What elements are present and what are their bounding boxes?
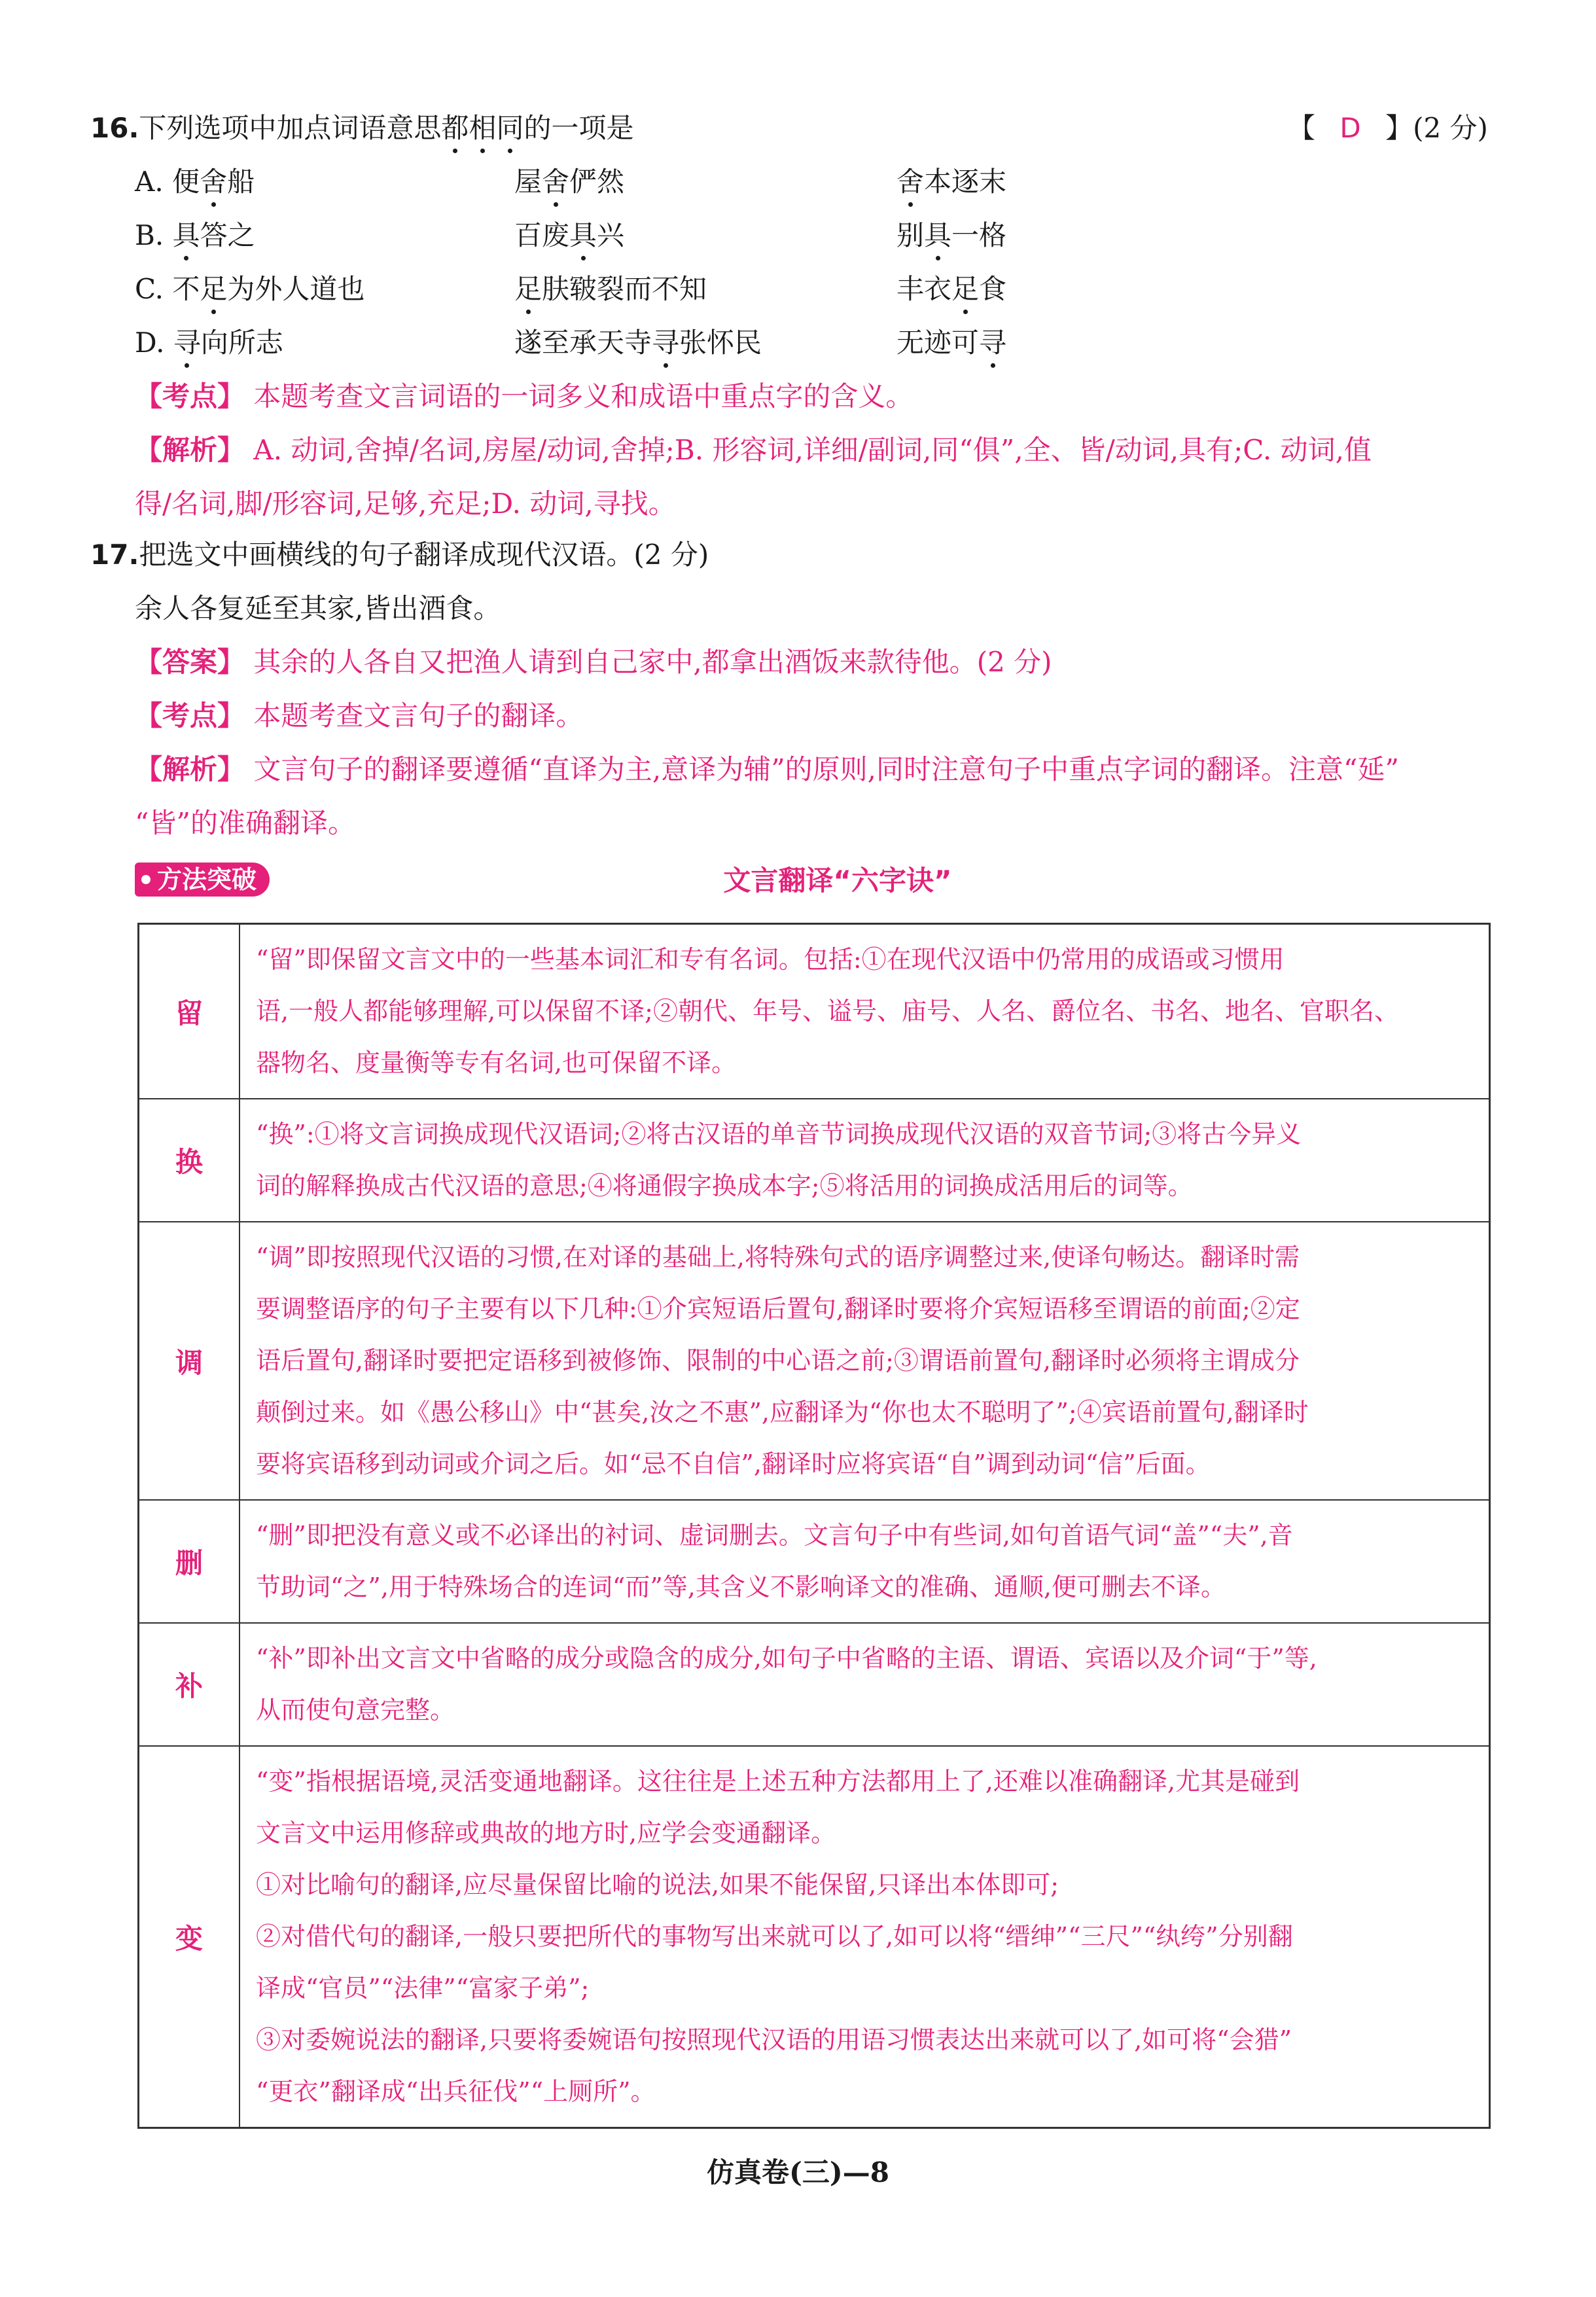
- dotted-char: 寻: [173, 323, 201, 363]
- method-key: 删: [139, 1500, 240, 1623]
- option-d-col2: [514, 323, 762, 363]
- q16-score: (2 分): [1413, 112, 1488, 144]
- q17-sentence: [135, 589, 501, 628]
- option-c-col3: [896, 270, 1006, 309]
- method-table-title: 文言翻译“六字诀”: [723, 864, 952, 897]
- q17-daan: [135, 643, 1052, 682]
- method-key: 变: [139, 1746, 240, 2128]
- method-description: [239, 1746, 1490, 2128]
- daan-text: 其余的人各自又把渔人请到自己家中,都拿出酒饭来款待他。(2 分): [253, 646, 1052, 678]
- dotted-char: 相: [469, 109, 496, 148]
- option-text: 一格: [951, 219, 1007, 251]
- option-d-col1: [135, 323, 283, 363]
- dotted-char: 寻: [979, 323, 1006, 363]
- q17-stem-text: 把选文中画横线的句子翻译成现代汉语。(2 分): [139, 539, 709, 571]
- dotted-char: 舍: [542, 162, 569, 202]
- jiexi-tag: 【解析】: [135, 434, 245, 466]
- q17-jiexi-line1: [135, 750, 1399, 789]
- q16-kaodian: [135, 377, 913, 416]
- bracket-close: 】: [1385, 112, 1413, 144]
- dotted-char: 足: [200, 270, 227, 309]
- option-text: 本逐末: [924, 166, 1007, 198]
- q17-jiexi-line2: [135, 804, 355, 843]
- daan-tag: 【答案】: [135, 646, 245, 678]
- option-c-col1: [135, 270, 364, 309]
- q17-number: 17.: [90, 539, 139, 571]
- method-line: 要将宾语移到动词或介词之后。如“忌不自信”,翻译时应将宾语“自”调到动词“信”后面。: [256, 1450, 1211, 1478]
- option-b-col2: [514, 216, 624, 255]
- method-line: “调”即按照现代汉语的习惯,在对译的基础上,将特殊句式的语序调整过来,使译句畅达。翻译时需: [256, 1243, 1300, 1272]
- jiexi-tag: 【解析】: [135, 753, 245, 785]
- option-text: 肤皲裂而不知: [542, 273, 707, 305]
- kaodian-text: 本题考查文言词语的一词多义和成语中重点字的含义。: [253, 380, 913, 412]
- option-text: 船: [227, 166, 255, 198]
- dotted-char: 同: [496, 109, 523, 148]
- option-text: 兴: [597, 219, 625, 251]
- q16-stem-before: 下列选项中加点词语意思: [139, 112, 442, 144]
- method-key: 换: [139, 1099, 240, 1222]
- option-text: 遂至承天寺: [514, 327, 652, 359]
- option-text: 无迹可: [896, 327, 980, 359]
- method-line: “补”即补出文言文中省略的成分或隐含的成分,如句子中省略的主语、谓语、宾语以及介词“于”等,: [256, 1644, 1317, 1673]
- option-a-col1: [135, 162, 255, 202]
- q16-stem-after: 的一项是: [523, 112, 634, 144]
- method-line: 语,一般人都能够理解,可以保留不译;②朝代、年号、谥号、庙号、人名、爵位名、书名、地名、官职名、: [256, 997, 1399, 1025]
- method-line: “换”:①将文言词换成现代汉语词;②将古汉语的单音节词换成现代汉语的双音节词;③将古今异义: [256, 1120, 1302, 1148]
- q16-number: 16.: [90, 112, 139, 144]
- option-label: A.: [135, 166, 164, 198]
- jiexi-text: 得/名词,脚/形容词,足够,充足;D. 动词,寻找。: [135, 488, 676, 520]
- option-text: 答之: [200, 219, 255, 251]
- method-line: “留”即保留文言文中的一些基本词汇和专有名词。包括:①在现代汉语中仍常用的成语或习惯用: [256, 945, 1285, 974]
- method-line: 颠倒过来。如《愚公移山》中“甚矣,汝之不惠”,应翻译为“你也太不聪明了”;④宾语前置句,翻译时: [256, 1398, 1309, 1427]
- method-line: “变”指根据语境,灵活变通地翻译。这往往是上述五种方法都用上了,还难以准确翻译,尤其是碰到: [256, 1767, 1300, 1796]
- method-row: [139, 1099, 1490, 1222]
- method-line: ③对委婉说法的翻译,只要将委婉语句按照现代汉语的用语习惯表达出来就可以了,如可将“会猎”: [256, 2025, 1292, 2054]
- method-line: “更衣”翻译成“出兵征伐”“上厕所”。: [256, 2077, 656, 2106]
- option-text: 食: [979, 273, 1007, 305]
- option-a-col3: [896, 162, 1006, 202]
- dotted-char: 舍: [896, 162, 924, 202]
- method-line: ①对比喻句的翻译,应尽量保留比喻的说法,如果不能保留,只译出本体即可;: [256, 1870, 1059, 1899]
- dotted-char: 足: [514, 270, 542, 309]
- option-text: 向所志: [200, 327, 283, 359]
- method-line: 从而使句意完整。: [256, 1696, 455, 1724]
- method-line: 器物名、度量衡等专有名词,也可保留不译。: [256, 1048, 737, 1077]
- dotted-char: 具: [924, 216, 951, 255]
- dotted-char: 寻: [652, 323, 679, 363]
- q16-stem: [90, 109, 633, 148]
- jiexi-text: 文言句子的翻译要遵循“直译为主,意译为辅”的原则,同时注意句子中重点字词的翻译。注意“延”: [253, 753, 1399, 785]
- dotted-char: 舍: [200, 162, 227, 202]
- option-label: B.: [135, 219, 164, 251]
- option-d-col3: [896, 323, 1006, 363]
- option-label: D.: [135, 327, 165, 359]
- method-table: [137, 923, 1491, 2129]
- option-text: 丰衣: [896, 273, 952, 305]
- q17-sentence-text: 余人各复延至其家,皆出酒食。: [135, 592, 501, 624]
- method-row: [139, 924, 1490, 1099]
- q16-answer-box: [1288, 109, 1488, 148]
- method-row: [139, 1222, 1490, 1500]
- dotted-char: 具: [569, 216, 597, 255]
- method-row: [139, 1623, 1490, 1746]
- option-text: 便: [172, 166, 200, 198]
- option-a-col2: [514, 162, 624, 202]
- method-description: [239, 1623, 1490, 1746]
- method-line: 节助词“之”,用于特殊场合的连词“而”等,其含义不影响译文的准确、通顺,便可删去不译。: [256, 1573, 1226, 1601]
- dotted-char: 具: [173, 216, 200, 255]
- method-row: [139, 1746, 1490, 2128]
- dotted-char: 足: [951, 270, 979, 309]
- method-key: 留: [139, 924, 240, 1099]
- method-description: [239, 1500, 1490, 1623]
- method-line: “删”即把没有意义或不必译出的衬词、虚词删去。文言句子中有些词,如句首语气词“盖”“夫”,音: [256, 1521, 1293, 1550]
- method-key: 补: [139, 1623, 240, 1746]
- option-b-col1: [135, 216, 255, 255]
- jiexi-text: A. 动词,舍掉/名词,房屋/动词,舍掉;B. 形容词,详细/副词,同“俱”,全、皆/动词,具有;C. 动词,值: [253, 434, 1372, 466]
- method-row: [139, 1500, 1490, 1623]
- jiexi-text: “皆”的准确翻译。: [135, 807, 355, 839]
- option-text: 张怀民: [679, 327, 762, 359]
- q16-answer: D: [1339, 112, 1361, 144]
- option-text: 俨然: [569, 166, 625, 198]
- dotted-char: 都: [441, 109, 469, 148]
- q16-jiexi-line2: [135, 484, 676, 524]
- kaodian-tag: 【考点】: [135, 380, 245, 412]
- method-line: 译成“官员”“法律”“富家子弟”;: [256, 1974, 590, 2003]
- option-text: 别: [896, 219, 925, 251]
- option-c-col2: [514, 270, 707, 309]
- option-text: 为外人道也: [227, 273, 365, 305]
- option-text: 百废: [514, 219, 570, 251]
- method-description: [239, 1222, 1490, 1500]
- method-line: ②对借代句的翻译,一般只要把所代的事物写出来就可以了,如可以将“缙绅”“三尺”“纨绔”分别翻: [256, 1922, 1293, 1951]
- q17-stem: [90, 535, 709, 575]
- option-label: C.: [135, 273, 164, 305]
- method-line: 文言文中运用修辞或典故的地方时,应学会变通翻译。: [256, 1819, 836, 1847]
- option-text: 屋: [514, 166, 542, 198]
- bracket-open: 【: [1288, 112, 1316, 144]
- method-key: 调: [139, 1222, 240, 1500]
- method-line: 要调整语序的句子主要有以下几种:①介宾短语后置句,翻译时要将介宾短语移至谓语的前面;②定: [256, 1294, 1300, 1323]
- q16-jiexi-line1: [135, 431, 1372, 470]
- method-description: [239, 1099, 1490, 1222]
- option-b-col3: [896, 216, 1006, 255]
- method-badge: 方法突破: [135, 863, 270, 897]
- method-line: 词的解释换成古代汉语的意思;④将通假字换成本字;⑤将活用的词换成活用后的词等。: [256, 1171, 1193, 1200]
- kaodian-tag: 【考点】: [135, 700, 245, 732]
- method-description: [239, 924, 1490, 1099]
- page-footer: 仿真卷(三)—8: [707, 2156, 889, 2188]
- method-line: 语后置句,翻译时要把定语移到被修饰、限制的中心语之前;③谓语前置句,翻译时必须将主谓成分: [256, 1346, 1300, 1375]
- q17-kaodian: [135, 696, 583, 736]
- option-text: 不: [172, 273, 200, 305]
- kaodian-text: 本题考查文言句子的翻译。: [253, 700, 584, 732]
